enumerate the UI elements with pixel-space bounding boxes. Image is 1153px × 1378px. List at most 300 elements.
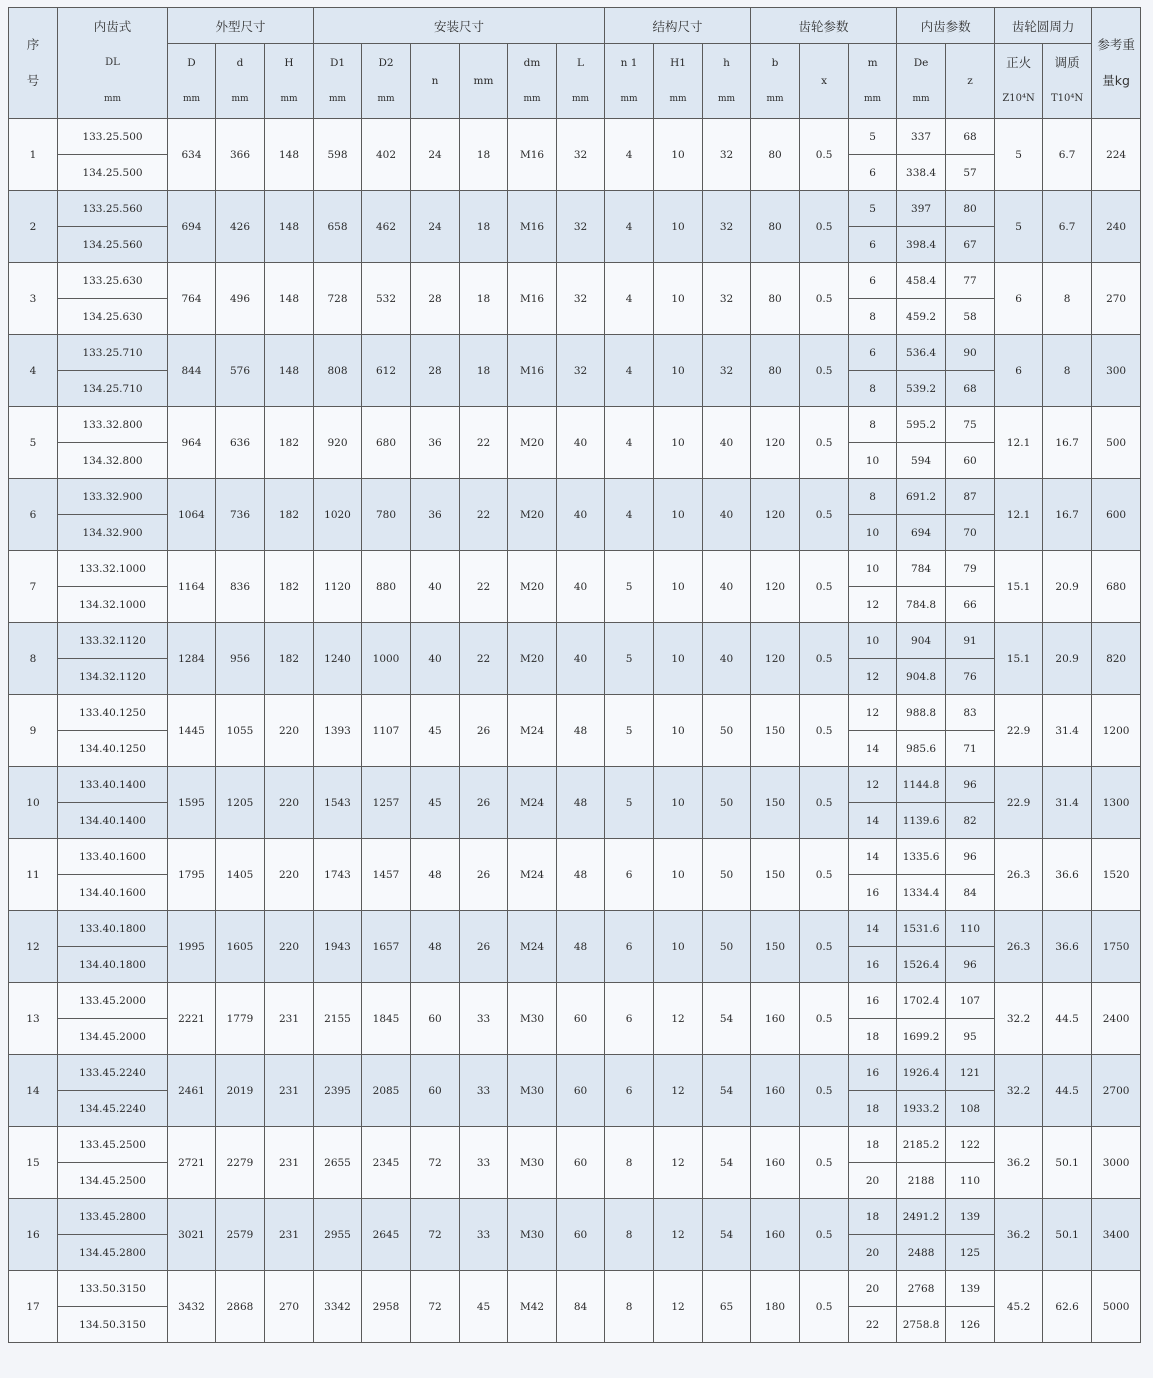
cell-mm: 26	[460, 839, 508, 911]
cell-z: 79	[946, 551, 995, 587]
cell-De: 1933.2	[897, 1091, 946, 1127]
cell-d: 426	[216, 191, 265, 263]
col-unit: mm	[523, 94, 541, 104]
cell-x: 0.5	[800, 623, 849, 695]
cell-force-temper: 36.6	[1043, 911, 1092, 983]
table-row	[9, 1199, 1141, 1235]
cell-dl: 133.50.3150	[58, 1271, 168, 1307]
cell-L: 40	[557, 407, 605, 479]
cell-H1: 10	[654, 191, 703, 263]
cell-n1: 5	[605, 695, 654, 767]
cell-force-temper: 16.7	[1043, 407, 1092, 479]
cell-force-normal: 22.9	[995, 695, 1043, 767]
header-col-d	[216, 44, 265, 119]
cell-n1: 5	[605, 623, 654, 695]
cell-force-normal: 22.9	[995, 767, 1043, 839]
cell-x: 0.5	[800, 983, 849, 1055]
col-symbol: mm	[473, 75, 494, 87]
cell-D2: 2345	[362, 1127, 411, 1199]
cell-m: 12	[849, 659, 897, 695]
cell-h: 54	[703, 1127, 751, 1199]
cell-D2: 2958	[362, 1271, 411, 1343]
cell-n1: 6	[605, 839, 654, 911]
cell-mm: 33	[460, 1199, 508, 1271]
cell-z: 60	[946, 443, 995, 479]
header-col-dm	[508, 44, 557, 119]
cell-De: 1526.4	[897, 947, 946, 983]
col-unit: mm	[328, 94, 347, 104]
cell-d: 2019	[216, 1055, 265, 1127]
cell-dl: 133.32.800	[58, 407, 168, 443]
cell-z: 110	[946, 1163, 995, 1199]
col-unit: mm	[377, 94, 395, 104]
cell-force-temper: 16.7	[1043, 479, 1092, 551]
cell-z: 121	[946, 1055, 995, 1091]
cell-seq: 14	[9, 1055, 58, 1127]
cell-weight: 2400	[1092, 983, 1141, 1055]
cell-z: 96	[946, 947, 995, 983]
cell-weight: 680	[1092, 551, 1141, 623]
cell-n: 40	[411, 623, 460, 695]
cell-D1: 808	[314, 335, 362, 407]
cell-H: 220	[265, 767, 314, 839]
cell-L: 32	[557, 263, 605, 335]
cell-x: 0.5	[800, 695, 849, 767]
header-col-x	[800, 44, 849, 119]
cell-dl: 133.45.2000	[58, 983, 168, 1019]
cell-b: 120	[751, 479, 800, 551]
cell-m: 14	[849, 911, 897, 947]
cell-z: 139	[946, 1199, 995, 1235]
cell-De: 536.4	[897, 335, 946, 371]
cell-z: 67	[946, 227, 995, 263]
cell-force-temper: 8	[1043, 335, 1092, 407]
cell-m: 8	[849, 479, 897, 515]
col-symbol: d	[236, 57, 244, 69]
cell-force-normal: 26.3	[995, 839, 1043, 911]
cell-x: 0.5	[800, 263, 849, 335]
cell-weight: 2700	[1092, 1055, 1141, 1127]
col-symbol: dm	[523, 57, 541, 69]
cell-H1: 12	[654, 1199, 703, 1271]
cell-d: 576	[216, 335, 265, 407]
header-col-force-temper	[1043, 44, 1092, 119]
cell-h: 50	[703, 911, 751, 983]
cell-n1: 4	[605, 479, 654, 551]
cell-force-temper: 44.5	[1043, 983, 1092, 1055]
cell-D2: 680	[362, 407, 411, 479]
cell-x: 0.5	[800, 191, 849, 263]
cell-dm: M20	[508, 479, 557, 551]
cell-dm: M16	[508, 119, 557, 191]
col-symbol: n 1	[620, 57, 638, 69]
col-symbol: De	[913, 57, 929, 69]
cell-L: 60	[557, 1055, 605, 1127]
cell-d: 1605	[216, 911, 265, 983]
cell-dl: 133.40.1250	[58, 695, 168, 731]
cell-seq: 9	[9, 695, 58, 767]
col-symbol: D1	[329, 57, 346, 69]
cell-n: 72	[411, 1199, 460, 1271]
col-symbol: n	[431, 75, 439, 87]
cell-D2: 2085	[362, 1055, 411, 1127]
table-row	[9, 1271, 1141, 1307]
cell-weight: 3400	[1092, 1199, 1141, 1271]
cell-b: 150	[751, 767, 800, 839]
cell-h: 50	[703, 767, 751, 839]
table-row	[9, 695, 1141, 731]
cell-H1: 10	[654, 335, 703, 407]
cell-b: 150	[751, 911, 800, 983]
cell-dl: 134.50.3150	[58, 1307, 168, 1343]
cell-dm: M30	[508, 1199, 557, 1271]
cell-force-normal: 12.1	[995, 479, 1043, 551]
cell-H: 220	[265, 839, 314, 911]
cell-n1: 4	[605, 263, 654, 335]
cell-z: 96	[946, 767, 995, 803]
cell-z: 83	[946, 695, 995, 731]
cell-H1: 10	[654, 119, 703, 191]
cell-dm: M30	[508, 1127, 557, 1199]
cell-dl: 133.25.560	[58, 191, 168, 227]
cell-force-normal: 12.1	[995, 407, 1043, 479]
cell-seq: 17	[9, 1271, 58, 1343]
cell-dl: 134.45.2000	[58, 1019, 168, 1055]
cell-weight: 1520	[1092, 839, 1141, 911]
cell-m: 16	[849, 875, 897, 911]
cell-dl: 133.32.1000	[58, 551, 168, 587]
header-col-D	[168, 44, 216, 119]
cell-D: 694	[168, 191, 216, 263]
header-weight-line1: 参考重	[1097, 37, 1135, 52]
cell-m: 12	[849, 587, 897, 623]
cell-dm: M16	[508, 335, 557, 407]
gear-spec-table	[8, 7, 1141, 1343]
header-dl-line3: mm	[103, 94, 122, 104]
header-dl-line1: 内齿式	[93, 19, 132, 34]
cell-seq: 3	[9, 263, 58, 335]
header-dl-line2: DL	[105, 57, 120, 68]
cell-dm: M24	[508, 767, 557, 839]
col-symbol: L	[577, 57, 585, 69]
header-col-b	[751, 44, 800, 119]
cell-H: 182	[265, 479, 314, 551]
cell-n1: 6	[605, 911, 654, 983]
cell-D1: 1743	[314, 839, 362, 911]
cell-De: 1144.8	[897, 767, 946, 803]
cell-x: 0.5	[800, 335, 849, 407]
cell-z: 76	[946, 659, 995, 695]
cell-D: 844	[168, 335, 216, 407]
col-unit: mm	[231, 94, 249, 104]
cell-D2: 612	[362, 335, 411, 407]
cell-dl: 134.45.2240	[58, 1091, 168, 1127]
col-unit: mm	[620, 94, 638, 104]
cell-x: 0.5	[800, 119, 849, 191]
cell-D2: 532	[362, 263, 411, 335]
cell-D1: 728	[314, 263, 362, 335]
cell-H: 182	[265, 623, 314, 695]
header-group-gear: 齿轮参数	[751, 8, 897, 44]
cell-H1: 10	[654, 407, 703, 479]
cell-force-normal: 15.1	[995, 551, 1043, 623]
cell-dl: 134.40.1250	[58, 731, 168, 767]
cell-H1: 12	[654, 1127, 703, 1199]
cell-h: 32	[703, 335, 751, 407]
cell-D: 2461	[168, 1055, 216, 1127]
cell-z: 71	[946, 731, 995, 767]
cell-m: 10	[849, 443, 897, 479]
cell-D: 1995	[168, 911, 216, 983]
cell-z: 57	[946, 155, 995, 191]
col-unit: mm	[571, 94, 590, 104]
cell-D1: 658	[314, 191, 362, 263]
cell-d: 1055	[216, 695, 265, 767]
cell-De: 1139.6	[897, 803, 946, 839]
cell-x: 0.5	[800, 1271, 849, 1343]
header-group-outline: 外型尺寸	[168, 8, 314, 44]
cell-De: 2188	[897, 1163, 946, 1199]
cell-h: 40	[703, 407, 751, 479]
cell-n1: 4	[605, 335, 654, 407]
cell-force-temper: 20.9	[1043, 623, 1092, 695]
cell-m: 10	[849, 551, 897, 587]
cell-De: 2185.2	[897, 1127, 946, 1163]
cell-n: 60	[411, 983, 460, 1055]
cell-H: 270	[265, 1271, 314, 1343]
cell-H1: 10	[654, 767, 703, 839]
cell-D2: 880	[362, 551, 411, 623]
cell-h: 50	[703, 839, 751, 911]
cell-m: 8	[849, 407, 897, 443]
cell-D: 1795	[168, 839, 216, 911]
cell-seq: 6	[9, 479, 58, 551]
col-unit: mm	[718, 94, 736, 104]
header-col-z	[946, 44, 995, 119]
cell-z: 95	[946, 1019, 995, 1055]
cell-d: 2279	[216, 1127, 265, 1199]
cell-weight: 240	[1092, 191, 1141, 263]
cell-z: 125	[946, 1235, 995, 1271]
cell-n: 45	[411, 767, 460, 839]
cell-force-temper: 62.6	[1043, 1271, 1092, 1343]
spec-table-container	[8, 7, 1141, 1343]
cell-z: 139	[946, 1271, 995, 1307]
cell-D1: 2955	[314, 1199, 362, 1271]
cell-H: 231	[265, 1127, 314, 1199]
cell-dl: 133.40.1400	[58, 767, 168, 803]
cell-z: 126	[946, 1307, 995, 1343]
cell-d: 1405	[216, 839, 265, 911]
cell-force-temper: 44.5	[1043, 1055, 1092, 1127]
cell-dl: 134.40.1600	[58, 875, 168, 911]
cell-b: 160	[751, 983, 800, 1055]
cell-force-normal: 36.2	[995, 1127, 1043, 1199]
cell-H1: 10	[654, 623, 703, 695]
force-normal-label: 正火	[1006, 55, 1032, 70]
cell-dl: 133.25.630	[58, 263, 168, 299]
cell-L: 60	[557, 983, 605, 1055]
cell-H: 220	[265, 911, 314, 983]
cell-dl: 133.45.2800	[58, 1199, 168, 1235]
cell-dl: 133.32.1120	[58, 623, 168, 659]
cell-d: 366	[216, 119, 265, 191]
cell-seq: 8	[9, 623, 58, 695]
cell-m: 14	[849, 731, 897, 767]
cell-H1: 10	[654, 911, 703, 983]
cell-D: 634	[168, 119, 216, 191]
cell-x: 0.5	[800, 1127, 849, 1199]
cell-D1: 1943	[314, 911, 362, 983]
header-col-D2	[362, 44, 411, 119]
cell-dm: M42	[508, 1271, 557, 1343]
table-row	[9, 479, 1141, 515]
cell-x: 0.5	[800, 767, 849, 839]
cell-h: 32	[703, 119, 751, 191]
cell-L: 40	[557, 479, 605, 551]
col-unit: mm	[182, 94, 201, 104]
cell-seq: 2	[9, 191, 58, 263]
cell-m: 20	[849, 1235, 897, 1271]
cell-dl: 133.25.710	[58, 335, 168, 371]
cell-b: 120	[751, 407, 800, 479]
cell-mm: 18	[460, 119, 508, 191]
cell-H: 148	[265, 191, 314, 263]
cell-D2: 1657	[362, 911, 411, 983]
cell-dl: 134.45.2500	[58, 1163, 168, 1199]
cell-h: 50	[703, 695, 751, 767]
cell-dl: 133.45.2500	[58, 1127, 168, 1163]
cell-b: 80	[751, 191, 800, 263]
header-weight	[1092, 8, 1141, 119]
col-unit: mm	[864, 94, 882, 104]
cell-mm: 18	[460, 191, 508, 263]
cell-force-normal: 26.3	[995, 911, 1043, 983]
cell-dl: 134.25.500	[58, 155, 168, 191]
cell-weight: 820	[1092, 623, 1141, 695]
cell-D2: 462	[362, 191, 411, 263]
cell-force-temper: 50.1	[1043, 1127, 1092, 1199]
cell-d: 2579	[216, 1199, 265, 1271]
cell-b: 150	[751, 839, 800, 911]
cell-b: 160	[751, 1055, 800, 1127]
cell-L: 32	[557, 119, 605, 191]
table-row	[9, 1055, 1141, 1091]
cell-n1: 4	[605, 119, 654, 191]
cell-x: 0.5	[800, 407, 849, 479]
header-col-n1	[605, 44, 654, 119]
cell-z: 87	[946, 479, 995, 515]
cell-mm: 18	[460, 335, 508, 407]
cell-dm: M20	[508, 407, 557, 479]
cell-dm: M30	[508, 983, 557, 1055]
cell-De: 2768	[897, 1271, 946, 1307]
cell-force-normal: 6	[995, 335, 1043, 407]
cell-force-normal: 6	[995, 263, 1043, 335]
cell-force-temper: 20.9	[1043, 551, 1092, 623]
cell-z: 77	[946, 263, 995, 299]
cell-m: 14	[849, 839, 897, 875]
cell-force-normal: 5	[995, 119, 1043, 191]
cell-m: 20	[849, 1271, 897, 1307]
cell-n1: 6	[605, 1055, 654, 1127]
header-weight-line2: 量kg	[1102, 73, 1130, 88]
cell-D: 1284	[168, 623, 216, 695]
cell-De: 784	[897, 551, 946, 587]
cell-D: 3432	[168, 1271, 216, 1343]
table-row	[9, 839, 1141, 875]
cell-D1: 1020	[314, 479, 362, 551]
col-symbol: H	[284, 57, 294, 69]
cell-d: 496	[216, 263, 265, 335]
cell-D: 1064	[168, 479, 216, 551]
cell-m: 6	[849, 335, 897, 371]
cell-force-normal: 32.2	[995, 983, 1043, 1055]
table-row	[9, 263, 1141, 299]
cell-De: 458.4	[897, 263, 946, 299]
cell-m: 10	[849, 623, 897, 659]
cell-De: 337	[897, 119, 946, 155]
cell-n: 60	[411, 1055, 460, 1127]
col-symbol: H1	[670, 57, 686, 69]
cell-mm: 45	[460, 1271, 508, 1343]
cell-D1: 1240	[314, 623, 362, 695]
cell-weight: 600	[1092, 479, 1141, 551]
cell-dl: 133.40.1600	[58, 839, 168, 875]
cell-z: 70	[946, 515, 995, 551]
cell-n1: 8	[605, 1127, 654, 1199]
cell-x: 0.5	[800, 1199, 849, 1271]
cell-H1: 10	[654, 839, 703, 911]
cell-m: 5	[849, 119, 897, 155]
header-col-L	[557, 44, 605, 119]
cell-z: 90	[946, 335, 995, 371]
cell-force-temper: 50.1	[1043, 1199, 1092, 1271]
cell-m: 14	[849, 803, 897, 839]
cell-dm: M16	[508, 191, 557, 263]
cell-L: 60	[557, 1199, 605, 1271]
cell-n1: 4	[605, 407, 654, 479]
col-symbol: m	[867, 57, 878, 69]
cell-dm: M16	[508, 263, 557, 335]
cell-force-temper: 6.7	[1043, 191, 1092, 263]
cell-m: 18	[849, 1127, 897, 1163]
cell-dm: M30	[508, 1055, 557, 1127]
cell-n1: 4	[605, 191, 654, 263]
cell-dm: M24	[508, 839, 557, 911]
cell-weight: 300	[1092, 335, 1141, 407]
cell-n: 36	[411, 407, 460, 479]
cell-dl: 134.32.900	[58, 515, 168, 551]
header-col-H	[265, 44, 314, 119]
cell-De: 1926.4	[897, 1055, 946, 1091]
table-body	[9, 119, 1141, 1343]
cell-mm: 26	[460, 767, 508, 839]
cell-b: 120	[751, 623, 800, 695]
cell-mm: 26	[460, 695, 508, 767]
cell-De: 1699.2	[897, 1019, 946, 1055]
cell-h: 54	[703, 1199, 751, 1271]
cell-b: 160	[751, 1199, 800, 1271]
col-unit: mm	[669, 94, 687, 104]
cell-m: 5	[849, 191, 897, 227]
cell-m: 20	[849, 1163, 897, 1199]
cell-De: 2488	[897, 1235, 946, 1271]
cell-H: 182	[265, 407, 314, 479]
header-col-n	[411, 44, 460, 119]
cell-D: 1595	[168, 767, 216, 839]
cell-D: 1445	[168, 695, 216, 767]
